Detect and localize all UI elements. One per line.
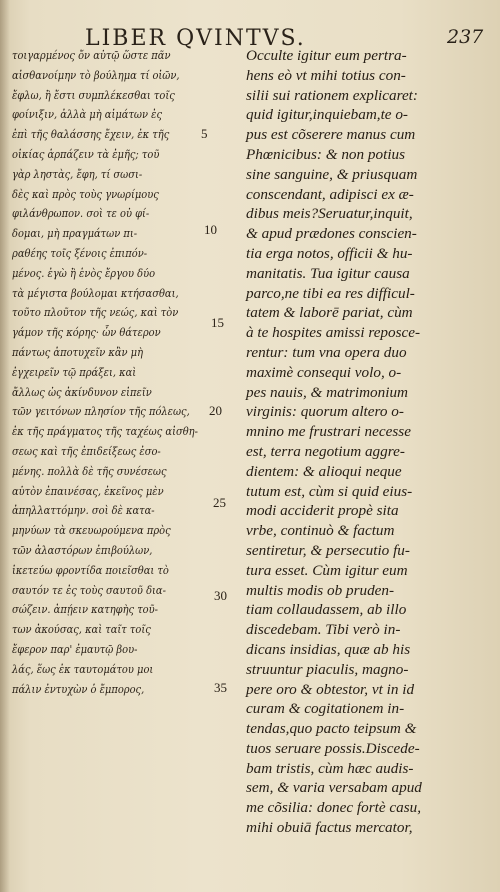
greek-text-line: ἀπηλλαττόμην. σοὶ δὲ κατα- [12, 503, 155, 518]
latin-text-line: rentur: tum vna opera duo [246, 343, 407, 361]
greek-text-line: σώζειν. ἀπῄειν κατηφὴς τοῦ- [12, 602, 158, 617]
greek-text-line: ἐγχειρεῖν τῷ πράξει, καὶ [12, 364, 137, 379]
latin-text-line: sentiretur, & persecutio fu- [246, 541, 410, 559]
latin-text-line: silii sui rationem explicaret: [246, 86, 418, 104]
latin-text-line: multis modis ob pruden- [246, 581, 395, 599]
running-head: LIBER QVINTVS. [85, 26, 306, 51]
greek-text-line: αἰσθανοίμην τὸ βούλημα τί οἱῶν, [12, 67, 180, 82]
greek-text-line: ραθέης τοῖς ξένοις ἐπιπόν- [12, 245, 148, 260]
latin-text-line: tendas,quo pacto teipsum & [246, 720, 417, 738]
gutter-shadow [0, 0, 10, 892]
latin-text-line: & apud prædones conscien- [246, 225, 417, 243]
latin-text-line: bam tristis, cùm hæc audis- [246, 759, 414, 777]
greek-text-line: τῶν ἀλαστόρων ἐπιβούλων, [12, 542, 153, 557]
latin-text-line: manitatis. Tua igitur causa [246, 264, 410, 282]
greek-text-line: μένος. ἐγὼ ἢ ἑνὸς ἔργου δύο [12, 265, 156, 280]
greek-text-line: γάμον τῆς κόρης· ὧν θάτερον [12, 325, 161, 340]
greek-text-line: ἔφερον παρ' ἐμαυτῷ βου- [12, 641, 138, 656]
page-number: 237 [447, 26, 484, 48]
greek-text-line: τὰ μέγιστα βούλομαι κτήσασθαι, [12, 285, 179, 300]
latin-text-line: à te hospites amissi reposce- [246, 324, 421, 342]
latin-text-line: tiam collaudassem, ab illo [246, 601, 407, 619]
latin-text-line: pus est cõserere manus cum [246, 126, 416, 144]
greek-text-line: γὰρ ληστὰς, ἔφη, τί σωσι- [12, 166, 143, 181]
latin-text-line: dientem: & alioqui neque [246, 462, 402, 480]
greek-text-line: λάς, ἕως ἐκ ταυτομάτου μοι [12, 661, 154, 676]
latin-text-line: modi acciderit propè sita [246, 502, 399, 520]
latin-text-line: est, terra negotium aggre- [246, 442, 405, 460]
latin-text-line: quid igitur,inquiebam,te o- [246, 106, 408, 124]
line-number: 10 [204, 222, 217, 237]
greek-text-line: δομαι, μὴ πραγμάτων πι- [12, 226, 138, 241]
latin-text-line: tia erga notos, officii & hu- [246, 244, 413, 262]
latin-text-line: mnino me frustrari necesse [246, 423, 411, 441]
greek-text-column [12, 46, 230, 699]
latin-text-line: pes nauis, & matrimonium [246, 383, 409, 401]
greek-text-line: ἄλλως ὡς ἀκίνδυνον εἰπεῖν [12, 384, 152, 399]
latin-text-line: struuntur piaculis, magno- [246, 660, 409, 678]
greek-text-line: φιλάνθρωπον. σοὶ τε οὐ φί- [12, 206, 150, 221]
latin-text-line: Phœnicibus: & non potius [246, 145, 406, 163]
greek-text-line: μένης. πολλὰ δὲ τῆς συνέσεως [12, 463, 167, 478]
greek-text-line: τοῦτο πλοῦτον τῆς νεώς, καὶ τὸν [12, 305, 179, 320]
line-number: 5 [201, 126, 208, 141]
latin-text-line: dicans insidias, quæ ab his [246, 640, 411, 658]
greek-text-line: πάλιν ἐντυχὼν ὁ ἔμπορος, [12, 681, 145, 696]
latin-text-line: Occulte igitur eum pertra- [246, 47, 407, 64]
latin-text-line: vrbe, continuò & factum [246, 522, 395, 540]
latin-text-column [246, 46, 486, 838]
greek-text-line: πάντως ἀποτυχεῖν κἂν μὴ [12, 344, 144, 359]
line-number: 35 [214, 680, 227, 695]
line-number: 20 [209, 403, 222, 418]
latin-text-line: conscendant, adipisci ex æ- [246, 185, 414, 203]
greek-text-line: ἱκετεύω φροντίδα ποιεῖσθαι τὸ [12, 562, 169, 577]
latin-text-line: parco,ne tibi ea res difficul- [246, 284, 415, 302]
latin-text-line: sem, & varia versabam apud [246, 779, 422, 797]
latin-text-line: discedebam. Tibi verò in- [246, 621, 401, 639]
greek-text-line: τοιγαρμένος ὄν αὐτῷ ὥστε πᾶν [12, 48, 171, 62]
greek-text-line: σεως καὶ τῆς ἐπιδείξεως ἐσο- [12, 443, 161, 458]
latin-text-line: virginis: quorum altero o- [246, 403, 404, 421]
line-number: 15 [211, 315, 224, 330]
greek-text-line: οἰκίας ἁρπάζειν τὰ ἐμῆς; τοῦ [12, 146, 160, 161]
greek-text-line: τῶν γειτόνων πλησίον τῆς πόλεως, [12, 404, 190, 419]
greek-text-line: δὲς καὶ πρὸς τοὺς γνωρίμους [12, 186, 159, 201]
latin-text-line: pere oro & obtestor, vt in id [246, 680, 415, 698]
greek-text-line: των ἀκούσας, καὶ ταῖτ τοῖς [12, 622, 151, 637]
line-number: 30 [214, 588, 227, 603]
greek-text-line: ἐκ τῆς πράγματος τῆς ταχέως αἰσθη- [12, 424, 198, 439]
latin-text-line: dibus meis?Seruatur,inquit, [246, 205, 413, 223]
greek-text-line: ἔφλω, ἢ ἔστι συμπλέκεσθαι τοῖς [12, 87, 175, 102]
latin-text-line: tatem & laborē pariat, cùm [246, 304, 413, 322]
latin-text-line: tutum est, cùm si quid eius- [246, 482, 413, 500]
greek-text-line: αὐτὸν ἐπαινέσας, ἐκεῖνος μὲν [12, 483, 164, 498]
latin-text-line: sine sanguine, & priusquam [246, 165, 418, 183]
greek-text-line: ἐπὶ τῆς θαλάσσης ἔχειν, ἐκ τῆς [12, 127, 170, 142]
latin-text-line: hens eò vt mihi totius con- [246, 66, 406, 84]
greek-text-line: μηνύων τὰ σκευωρούμενα πρὸς [12, 523, 171, 538]
latin-text-line: maximè consequi volo, o- [246, 363, 402, 381]
line-number: 25 [213, 495, 226, 510]
latin-text-line: curam & cogitationem in- [246, 700, 405, 718]
greek-text-line: σαυτόν τε ἐς τοὺς σαυτοῦ δια- [12, 582, 166, 597]
latin-text-line: mihi obuiā factus mercator, [246, 819, 413, 837]
latin-text-line: me cõsilia: donec fortè casu, [246, 799, 422, 817]
greek-text-line: φοίνιξιν, ἀλλὰ μὴ αἱμάτων ἐς [12, 107, 163, 122]
latin-text-line: tuos seruare possis.Discede- [246, 739, 420, 757]
latin-text-line: tura esset. Cùm igitur eum [246, 561, 408, 579]
